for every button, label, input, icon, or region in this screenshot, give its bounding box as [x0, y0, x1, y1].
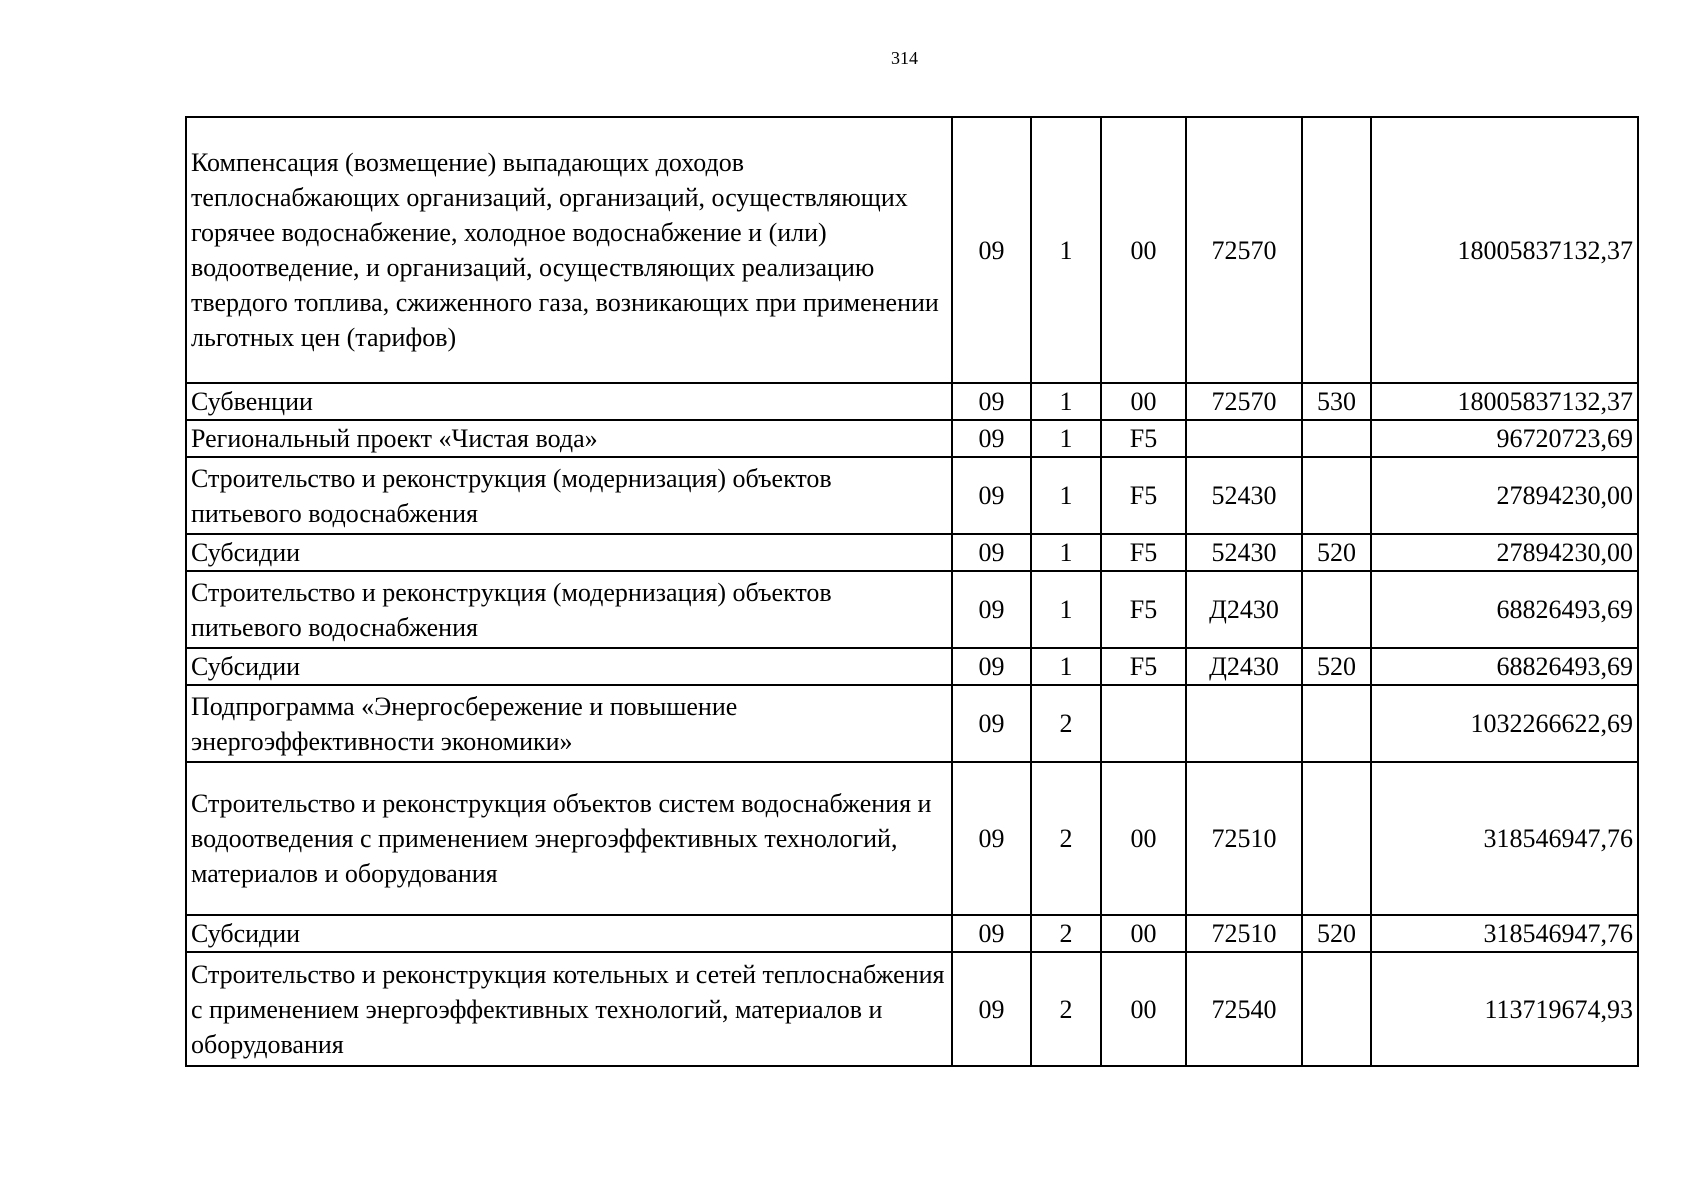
direction-code: 72570: [1186, 383, 1302, 420]
project-code: 00: [1101, 762, 1186, 915]
subprogram-code: 1: [1031, 420, 1101, 457]
table-row: [186, 571, 1638, 648]
table-row: [186, 685, 1638, 762]
table-row: [186, 915, 1638, 952]
expense-type-code: 520: [1302, 648, 1371, 685]
subprogram-code: 1: [1031, 571, 1101, 648]
row-name: Подпрограмма «Энергосбережение и повышение энергоэффективности экономики»: [186, 685, 952, 762]
expense-type-code: [1302, 762, 1371, 915]
program-code: 09: [952, 952, 1031, 1066]
amount: 318546947,76: [1371, 915, 1638, 952]
amount: 27894230,00: [1371, 457, 1638, 534]
budget-table: [185, 116, 1639, 1067]
subprogram-code: 2: [1031, 915, 1101, 952]
project-code: 00: [1101, 952, 1186, 1066]
subprogram-code: 2: [1031, 762, 1101, 915]
table-row: [186, 457, 1638, 534]
subprogram-code: 1: [1031, 648, 1101, 685]
program-code: 09: [952, 648, 1031, 685]
subprogram-code: 1: [1031, 534, 1101, 571]
subprogram-code: 2: [1031, 685, 1101, 762]
amount: 27894230,00: [1371, 534, 1638, 571]
program-code: 09: [952, 534, 1031, 571]
program-code: 09: [952, 685, 1031, 762]
subprogram-code: 2: [1031, 952, 1101, 1066]
direction-code: 72510: [1186, 915, 1302, 952]
row-name: Строительство и реконструкция объектов систем водоснабжения и водоотведения с применением энергоэффективных технологий, материалов и оборудования: [186, 762, 952, 915]
direction-code: Д2430: [1186, 648, 1302, 685]
amount: 1032266622,69: [1371, 685, 1638, 762]
direction-code: 52430: [1186, 534, 1302, 571]
row-name: Строительство и реконструкция (модернизация) объектов питьевого водоснабжения: [186, 571, 952, 648]
direction-code: 52430: [1186, 457, 1302, 534]
amount: 96720723,69: [1371, 420, 1638, 457]
amount: 18005837132,37: [1371, 117, 1638, 383]
expense-type-code: [1302, 952, 1371, 1066]
program-code: 09: [952, 762, 1031, 915]
table-row: [186, 762, 1638, 915]
table-row: [186, 117, 1638, 383]
amount: 18005837132,37: [1371, 383, 1638, 420]
direction-code: [1186, 685, 1302, 762]
subprogram-code: 1: [1031, 383, 1101, 420]
project-code: F5: [1101, 571, 1186, 648]
table-row: [186, 952, 1638, 1066]
expense-type-code: [1302, 117, 1371, 383]
subprogram-code: 1: [1031, 117, 1101, 383]
row-name: Субсидии: [186, 648, 952, 685]
project-code: [1101, 685, 1186, 762]
direction-code: 72510: [1186, 762, 1302, 915]
project-code: F5: [1101, 534, 1186, 571]
program-code: 09: [952, 420, 1031, 457]
row-name: Субсидии: [186, 534, 952, 571]
table-row: [186, 534, 1638, 571]
row-name: Строительство и реконструкция (модернизация) объектов питьевого водоснабжения: [186, 457, 952, 534]
project-code: 00: [1101, 383, 1186, 420]
amount: 68826493,69: [1371, 571, 1638, 648]
expense-type-code: 520: [1302, 534, 1371, 571]
project-code: F5: [1101, 420, 1186, 457]
amount: 113719674,93: [1371, 952, 1638, 1066]
subprogram-code: 1: [1031, 457, 1101, 534]
program-code: 09: [952, 383, 1031, 420]
row-name: Строительство и реконструкция котельных и сетей теплоснабжения с применением энергоэффективных технологий, материалов и оборудования: [186, 952, 952, 1066]
expense-type-code: 530: [1302, 383, 1371, 420]
direction-code: 72570: [1186, 117, 1302, 383]
table-row: [186, 648, 1638, 685]
row-name: Субвенции: [186, 383, 952, 420]
table-row: [186, 383, 1638, 420]
project-code: F5: [1101, 648, 1186, 685]
expense-type-code: 520: [1302, 915, 1371, 952]
direction-code: [1186, 420, 1302, 457]
program-code: 09: [952, 117, 1031, 383]
expense-type-code: [1302, 457, 1371, 534]
program-code: 09: [952, 915, 1031, 952]
table-row: [186, 420, 1638, 457]
direction-code: 72540: [1186, 952, 1302, 1066]
program-code: 09: [952, 571, 1031, 648]
page-number: 314: [891, 48, 918, 68]
amount: 68826493,69: [1371, 648, 1638, 685]
row-name: Компенсация (возмещение) выпадающих доходов теплоснабжающих организаций, организаций, осуществляющих горячее водоснабжение, холодное водоснабжение и (или) водоотведение, и организаций, осуществляющих реализацию твердого топлива, сжиженного газа, возникающих при применении льготных цен (тарифов): [186, 117, 952, 383]
row-name: Региональный проект «Чистая вода»: [186, 420, 952, 457]
project-code: F5: [1101, 457, 1186, 534]
direction-code: Д2430: [1186, 571, 1302, 648]
row-name: Субсидии: [186, 915, 952, 952]
project-code: 00: [1101, 117, 1186, 383]
program-code: 09: [952, 457, 1031, 534]
expense-type-code: [1302, 685, 1371, 762]
project-code: 00: [1101, 915, 1186, 952]
expense-type-code: [1302, 420, 1371, 457]
expense-type-code: [1302, 571, 1371, 648]
amount: 318546947,76: [1371, 762, 1638, 915]
